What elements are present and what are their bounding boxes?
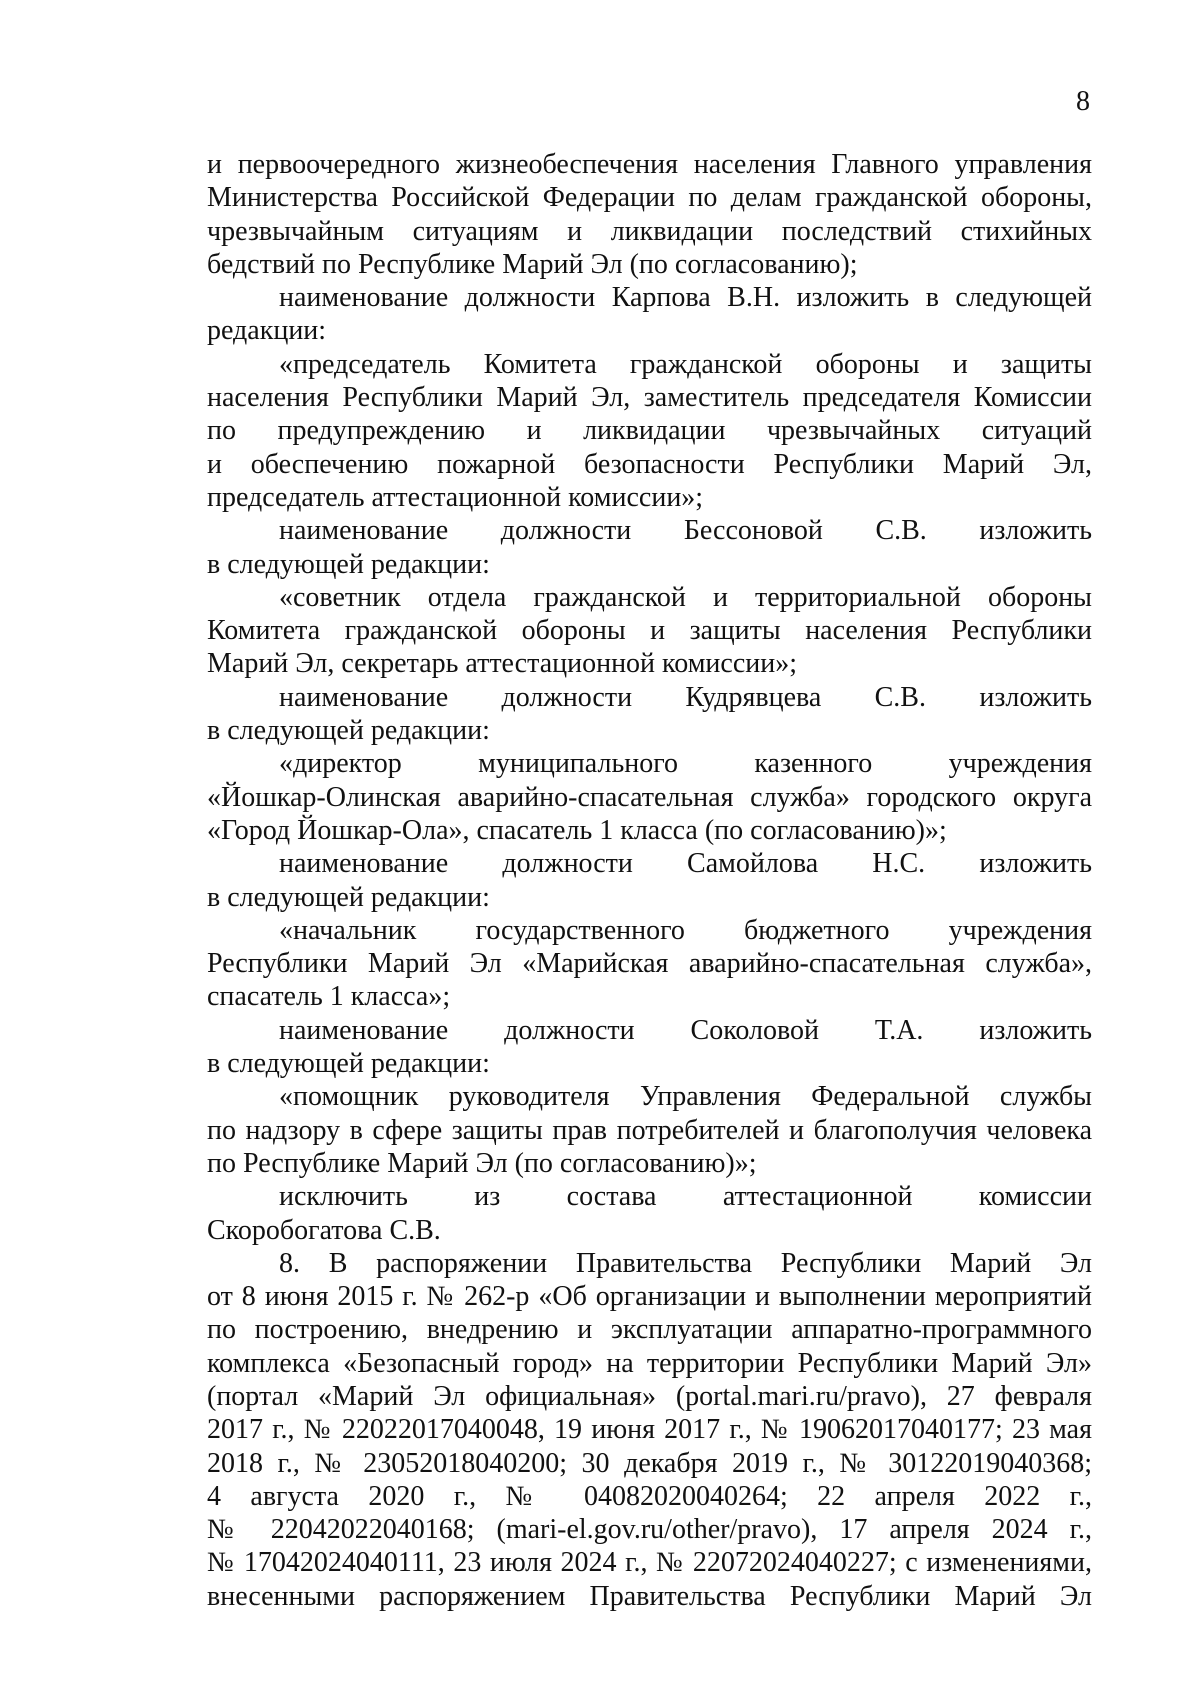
- text-line: Министерства Российской Федерации по делам гражданской обороны,: [207, 182, 1092, 214]
- text-line: по надзору в сфере защиты прав потребителей и благополучия человека: [207, 1114, 1092, 1146]
- text-line: «Город Йошкар-Ола», спасатель 1 класса (по согласованию)»;: [207, 814, 947, 846]
- text-line: № 22042022040168; (mari-el.gov.ru/other/pravo), 17 апреля 2024 г.,: [207, 1514, 1092, 1546]
- text-line: населения Республики Марий Эл, заместитель председателя Комиссии: [207, 382, 1092, 414]
- text-line: председатель аттестационной комиссии»;: [207, 481, 704, 513]
- page-number: 8: [1076, 86, 1090, 117]
- text-line: «Йошкар-Олинская аварийно-спасательная служба» городского округа: [207, 781, 1092, 813]
- text-line: наименование должности Соколовой Т.А. изложить: [279, 1014, 1092, 1046]
- text-line: наименование должности Карпова В.Н. изложить в следующей: [279, 282, 1092, 314]
- text-line: «начальник государственного бюджетного учреждения: [279, 914, 1092, 946]
- text-line: комплекса «Безопасный город» на территории Республики Марий Эл»: [207, 1347, 1092, 1379]
- text-line: чрезвычайным ситуациям и ликвидации последствий стихийных: [207, 215, 1092, 247]
- text-line: 2017 г., № 22022017040048, 19 июня 2017 г., № 19062017040177; 23 мая: [207, 1414, 1092, 1446]
- text-line: по построению, внедрению и эксплуатации аппаратно-программного: [207, 1314, 1092, 1346]
- text-line: Республики Марий Эл «Марийская аварийно-спасательная служба»,: [207, 948, 1092, 980]
- text-line: по предупреждению и ликвидации чрезвычайных ситуаций: [207, 415, 1092, 447]
- document-body: [207, 148, 1092, 1613]
- text-line: Комитета гражданской обороны и защиты населения Республики: [207, 615, 1092, 647]
- text-line: наименование должности Самойлова Н.С. изложить: [279, 848, 1092, 880]
- text-line: от 8 июня 2015 г. № 262-р «Об организации и выполнении мероприятий: [207, 1281, 1092, 1313]
- text-line: в следующей редакции:: [207, 1048, 490, 1080]
- text-line: наименование должности Бессоновой С.В. изложить: [279, 515, 1092, 547]
- text-line: в следующей редакции:: [207, 715, 490, 747]
- text-line: Марий Эл, секретарь аттестационной комиссии»;: [207, 648, 797, 680]
- text-line: «помощник руководителя Управления Федеральной службы: [279, 1081, 1092, 1113]
- text-line: исключить из состава аттестационной комиссии: [279, 1181, 1092, 1213]
- text-line: по Республике Марий Эл (по согласованию)»;: [207, 1147, 757, 1179]
- text-line: внесенными распоряжением Правительства Республики Марий Эл: [207, 1580, 1092, 1612]
- text-line: и обеспечению пожарной безопасности Республики Марий Эл,: [207, 448, 1092, 480]
- text-line: редакции:: [207, 315, 327, 347]
- text-line: бедствий по Республике Марий Эл (по согласованию);: [207, 248, 858, 280]
- text-line: № 17042024040111, 23 июля 2024 г., № 22072024040227; с изменениями,: [207, 1547, 1092, 1579]
- text-line: 2018 г., № 23052018040200; 30 декабря 2019 г., № 30122019040368;: [207, 1447, 1092, 1479]
- text-line: наименование должности Кудрявцева С.В. изложить: [279, 681, 1092, 713]
- text-line: в следующей редакции:: [207, 881, 490, 913]
- text-line: 8. В распоряжении Правительства Республики Марий Эл: [279, 1247, 1092, 1279]
- text-line: «советник отдела гражданской и территориальной обороны: [279, 581, 1092, 613]
- text-line: «директор муниципального казенного учреждения: [279, 748, 1092, 780]
- text-line: и первоочередного жизнеобеспечения населения Главного управления: [207, 149, 1092, 180]
- text-line: «председатель Комитета гражданской обороны и защиты: [279, 348, 1092, 380]
- text-line: спасатель 1 класса»;: [207, 981, 451, 1013]
- text-line: 4 августа 2020 г., № 04082020040264; 22 апреля 2022 г.,: [207, 1480, 1092, 1512]
- text-line: (портал «Марий Эл официальная» (portal.mari.ru/pravo), 27 февраля: [207, 1380, 1092, 1412]
- text-line: Скоробогатова С.В.: [207, 1214, 441, 1246]
- text-line: в следующей редакции:: [207, 548, 490, 580]
